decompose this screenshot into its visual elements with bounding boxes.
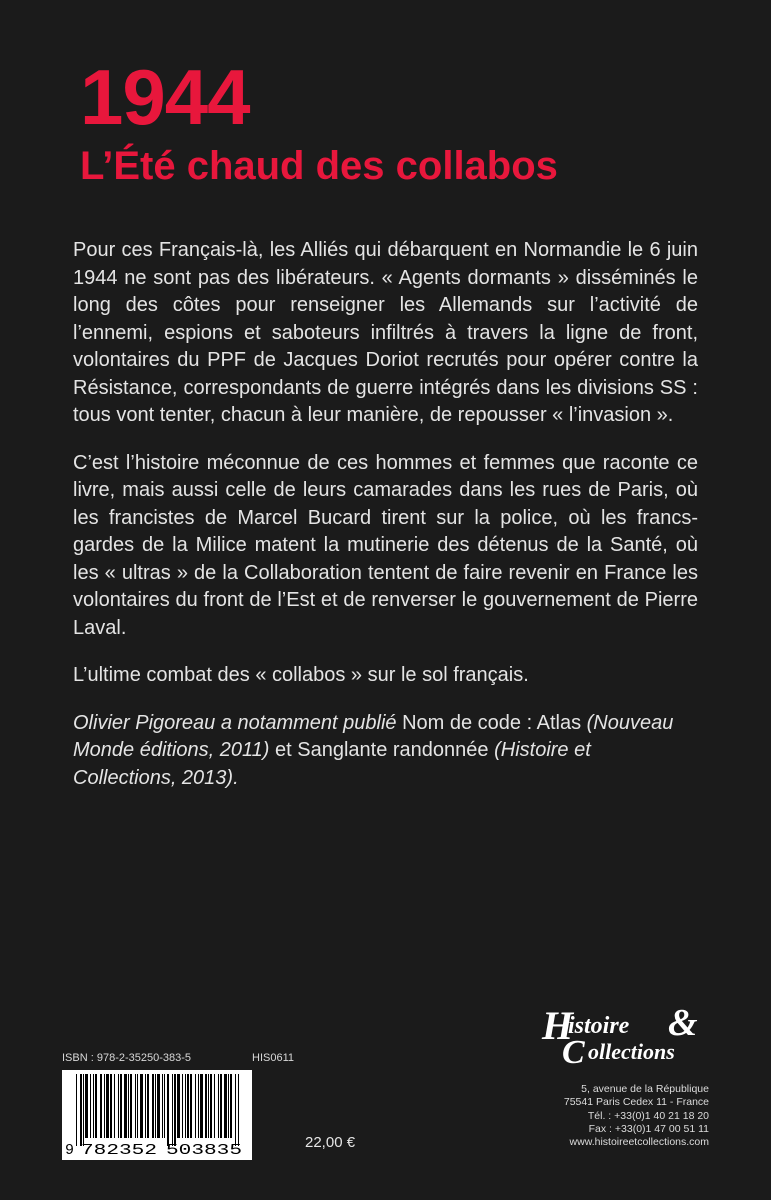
barcode-bar <box>147 1074 149 1138</box>
barcode-bar <box>172 1074 173 1146</box>
barcode-bar <box>164 1074 165 1138</box>
barcode-bar <box>100 1074 102 1138</box>
barcode-bar <box>224 1074 227 1138</box>
barcode-bar <box>155 1074 156 1138</box>
barcode-bar <box>137 1074 138 1138</box>
address-fax: Fax : +33(0)1 47 00 51 11 <box>588 1122 709 1135</box>
barcode-bar <box>205 1074 207 1138</box>
barcode-bar <box>124 1074 127 1138</box>
barcode-bar <box>128 1074 129 1138</box>
back-cover-text <box>73 237 698 812</box>
barcode-bar <box>162 1074 163 1138</box>
address-line-2: 75541 Paris Cedex 11 - France <box>563 1096 709 1109</box>
barcode-bar <box>83 1074 84 1146</box>
barcode-bar <box>157 1074 160 1138</box>
barcode-bar <box>120 1074 122 1138</box>
barcode-bar <box>214 1074 215 1138</box>
address-website: www.histoireetcollections.com <box>569 1136 709 1149</box>
logo-line2: ollections <box>588 1039 675 1064</box>
title-year: 1944 <box>80 53 250 141</box>
barcode-bar <box>95 1074 97 1138</box>
barcode-bar <box>140 1074 143 1138</box>
address-line-1: 5, avenue de la République <box>581 1083 709 1095</box>
logo-c: C <box>562 1034 585 1067</box>
barcode-bar <box>218 1074 219 1138</box>
address-phone: Tél. : +33(0)1 40 21 18 20 <box>587 1109 709 1122</box>
isbn-text: ISBN : 978-2-35250-383-5 <box>62 1052 192 1064</box>
barcode-bar <box>174 1074 176 1146</box>
book1-title: Nom de code : Atlas <box>402 711 582 734</box>
logo-h: H <box>542 1005 574 1048</box>
paragraph-1: Pour ces Français-là, les Alliés qui débarquent en Normandie le 6 juin 1944 ne sont pas des libérateurs. « Agents dormants » disséminés le long des côtes pour renseigner les Allemands sur l’activité de l’ennemi, espions et saboteurs infiltrés à travers la ligne de front, volontaires du PPF de Jacques Doriot recrutés pour opérer contre la Résistance, correspondants de guerre intégrés dans les divisions SS : tous vont tenter, chacun à leur manière, de repousser « l’invasion ». <box>73 239 698 426</box>
barcode-bar <box>210 1074 212 1138</box>
barcode <box>62 1070 252 1160</box>
barcode-bar <box>104 1074 105 1138</box>
subtitle: L’Été chaud des collabos <box>80 144 558 188</box>
price: 22,00 € <box>305 1134 356 1151</box>
barcode-bar <box>130 1074 132 1138</box>
author-bio <box>73 710 698 793</box>
barcode-bars <box>76 1074 239 1146</box>
barcode-digits-right: 503835 <box>166 1142 242 1159</box>
barcode-bar <box>135 1074 136 1138</box>
isbn-line <box>62 1052 294 1064</box>
barcode-bar <box>187 1074 189 1138</box>
barcode-bar <box>182 1074 183 1138</box>
barcode-bar <box>235 1074 236 1146</box>
barcode-bar <box>118 1074 119 1138</box>
logo-line1: istoire <box>568 1013 630 1039</box>
author-intro: Olivier Pigoreau a notamment publié <box>73 711 397 734</box>
barcode-bar <box>190 1074 192 1138</box>
barcode-bar <box>152 1074 154 1138</box>
barcode-bar <box>145 1074 146 1138</box>
publisher-logo <box>540 1005 715 1067</box>
paragraph-2: C’est l’histoire méconnue de ces hommes et femmes que raconte ce livre, mais aussi celle de leurs camarades dans les rues de Paris, où les francistes de Marcel Bucard tirent sur la police, où les francs-gardes de la Milice matent la mutinerie des détenus de la Santé, où les « ultras » de la Collaboration tentent de faire revenir en France les volontaires du front de l’Est et de renverser le gouvernement de Pierre Laval. <box>73 451 698 639</box>
barcode-bar <box>76 1074 77 1146</box>
book2-title: Sanglante randonnée <box>297 739 489 761</box>
barcode-bar <box>106 1074 109 1138</box>
logo-amp: & <box>668 1005 698 1044</box>
book2-publisher: (Histoire et Collections, 2013). <box>73 739 591 789</box>
barcode-bar <box>185 1074 186 1138</box>
barcode-bar <box>198 1074 199 1138</box>
ref-code: HIS0611 <box>252 1052 294 1064</box>
barcode-bar <box>208 1074 209 1138</box>
barcode-bar <box>167 1074 169 1146</box>
barcode-bar <box>177 1074 180 1138</box>
barcode-bar <box>85 1074 88 1138</box>
barcode-bar <box>90 1074 91 1138</box>
barcode-digit-first: 9 <box>65 1142 75 1159</box>
barcode-bar <box>228 1074 229 1138</box>
barcode-bar <box>80 1074 82 1146</box>
barcode-bar <box>238 1074 239 1146</box>
paragraph-3: L’ultime combat des « collabos » sur le sol français. <box>73 664 529 686</box>
barcode-bar <box>110 1074 112 1138</box>
book1-publisher: (Nouveau Monde éditions, 2011) <box>73 711 674 761</box>
barcode-bar <box>93 1074 94 1138</box>
barcode-bar <box>230 1074 232 1138</box>
and-word: et <box>275 739 292 761</box>
barcode-bar <box>114 1074 115 1138</box>
publisher-address <box>564 1083 709 1149</box>
barcode-graphic <box>62 1070 252 1160</box>
barcode-digits-left: 782352 <box>81 1142 157 1159</box>
barcode-bar <box>200 1074 203 1138</box>
barcode-bar <box>195 1074 196 1138</box>
barcode-bar <box>220 1074 222 1138</box>
